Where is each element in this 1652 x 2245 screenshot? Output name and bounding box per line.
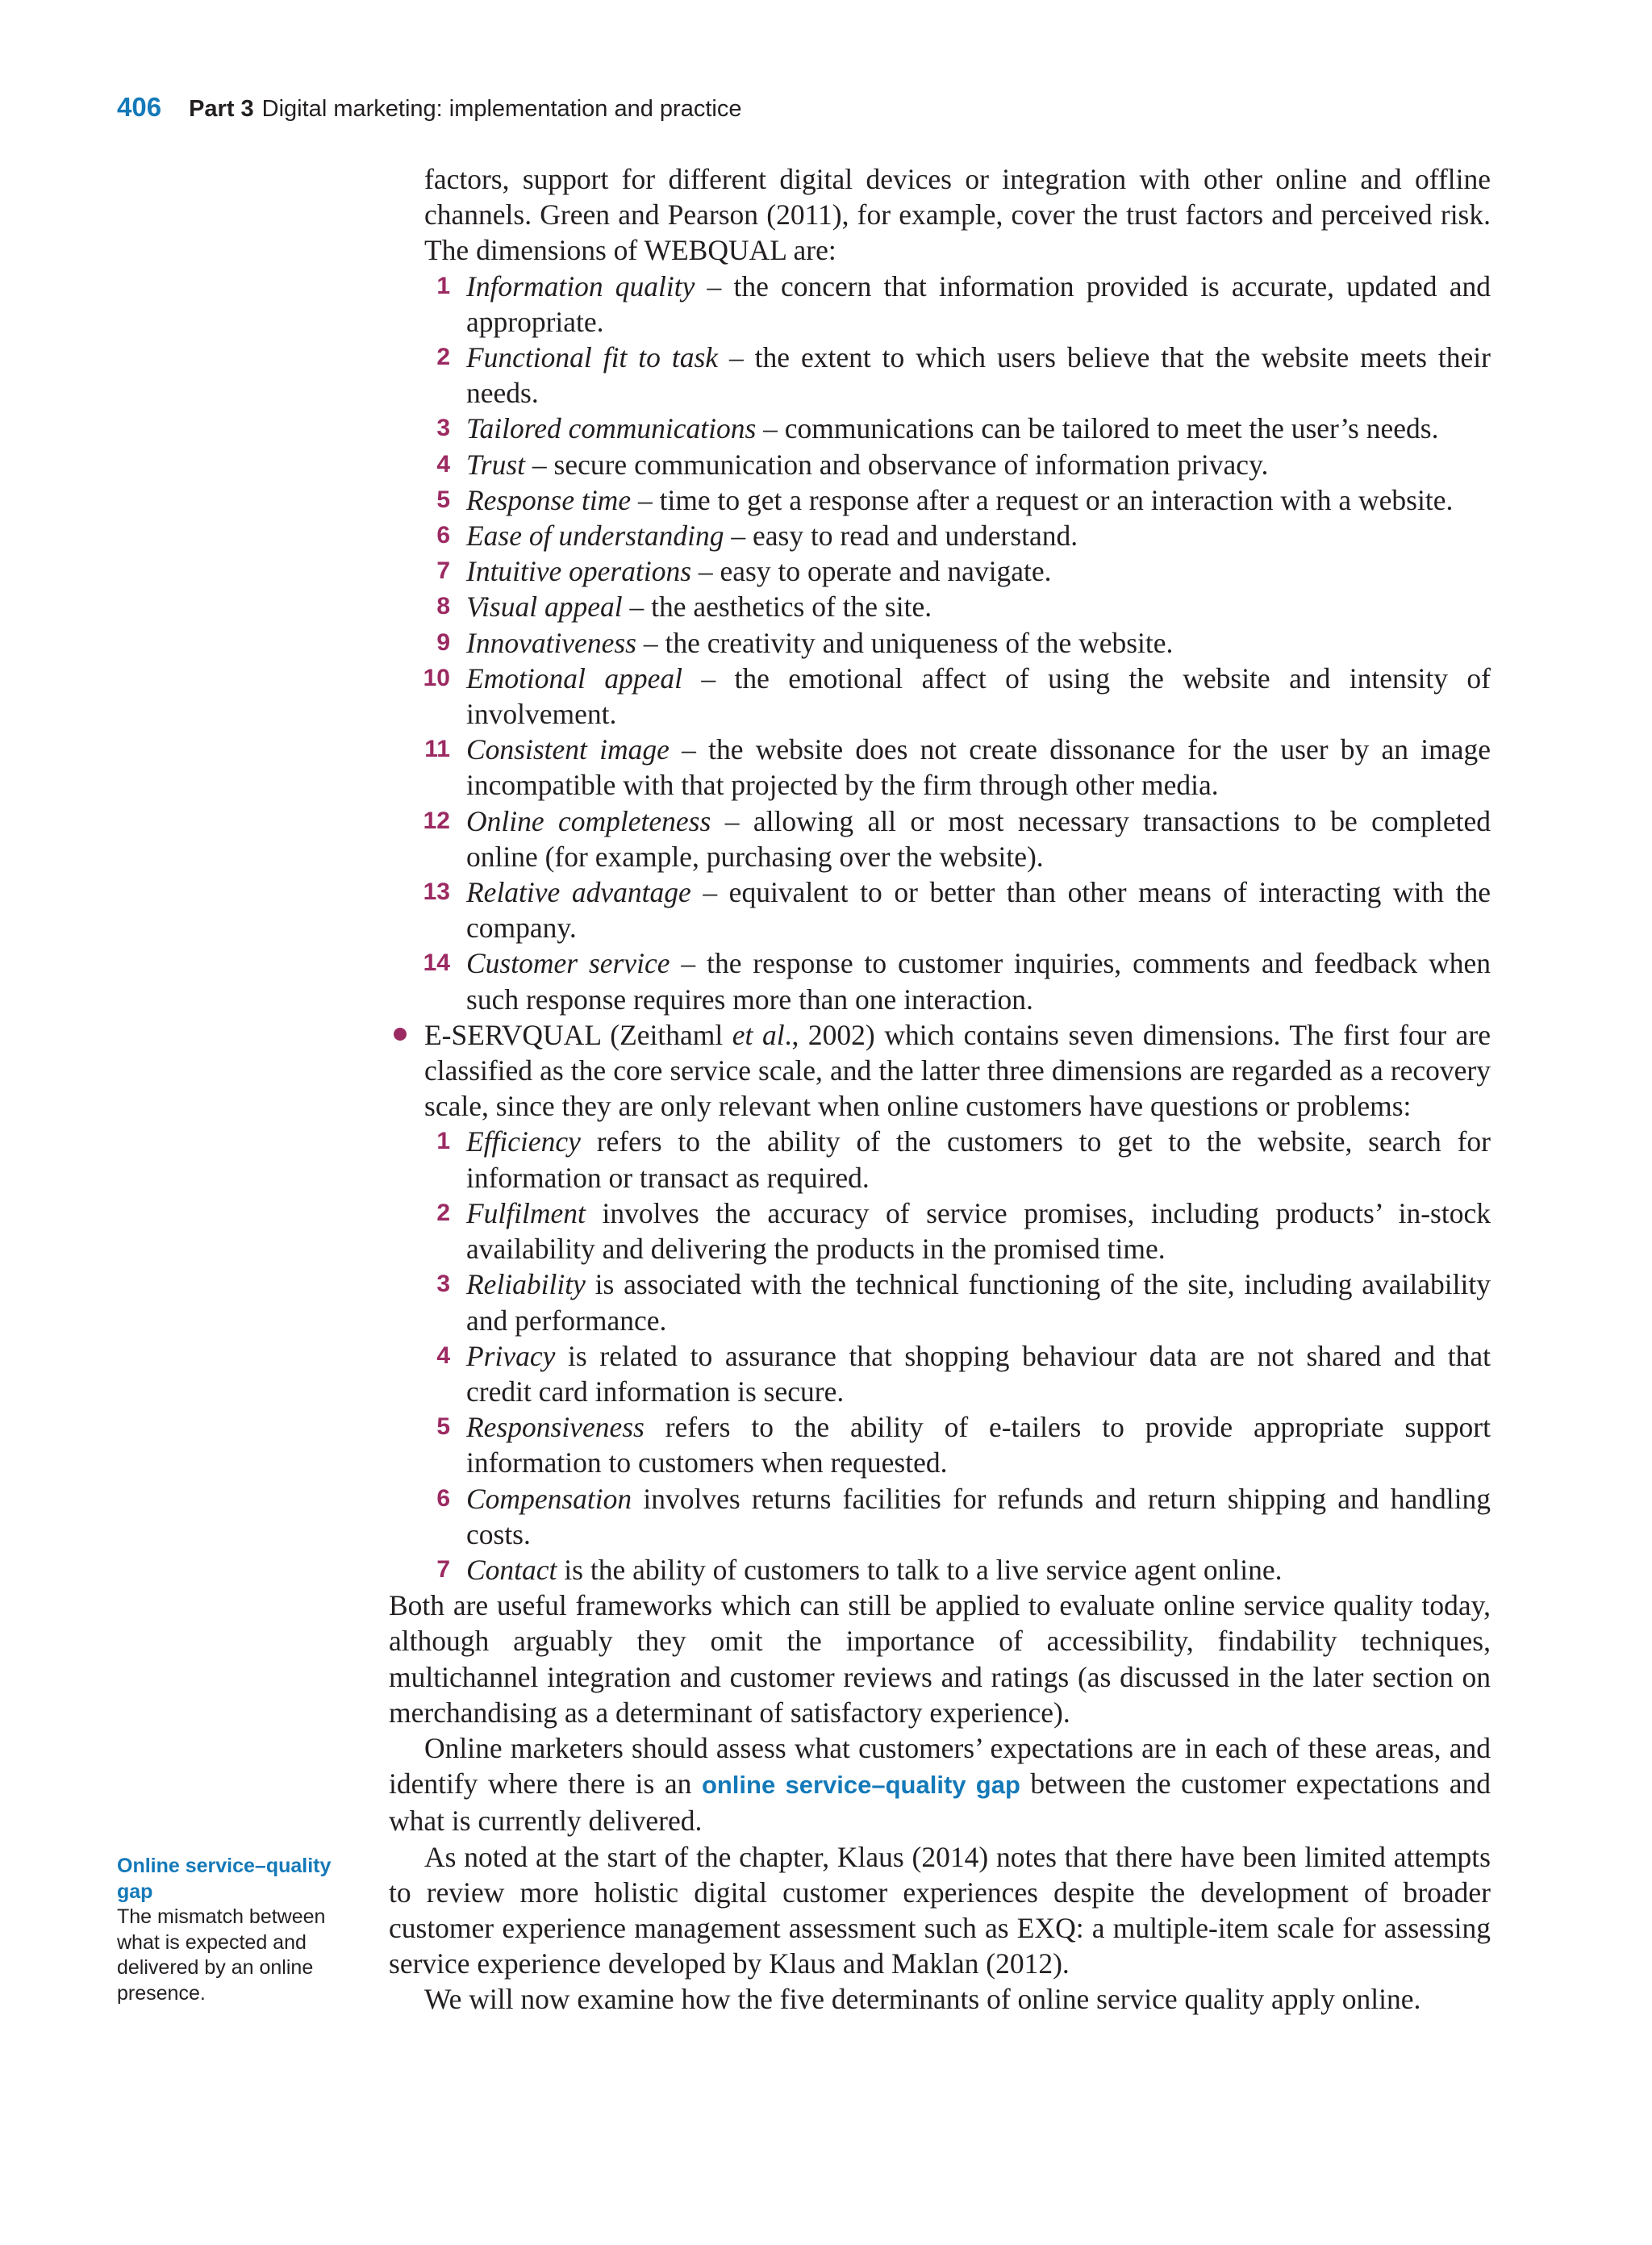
list-item bbox=[397, 1552, 1491, 1588]
glossary-definition: The mismatch between what is expected and delivered by an online presence. bbox=[117, 1905, 326, 2005]
list-item-term: Responsiveness bbox=[466, 1411, 645, 1444]
list-item-number: 9 bbox=[436, 628, 450, 656]
list-item-text: – easy to operate and navigate. bbox=[691, 555, 1052, 588]
list-item bbox=[389, 732, 1491, 803]
list-item-term: Trust bbox=[466, 448, 526, 481]
list-item-number: 5 bbox=[436, 486, 450, 513]
list-item-term: Emotional appeal bbox=[466, 661, 682, 695]
list-item-term: Fulfilment bbox=[466, 1196, 586, 1229]
list-item-text: – the emotional affect of using the website and intensity of involvement. bbox=[466, 661, 1491, 731]
keyterm-service-quality-gap: online service–quality gap bbox=[701, 1771, 1020, 1800]
list-item-number: 8 bbox=[436, 593, 450, 620]
list-item-text: is related to assurance that shopping behaviour data are not shared and that credit card information is secure. bbox=[466, 1339, 1491, 1408]
list-item-text: – communications can be tailored to meet the user’s needs. bbox=[756, 412, 1439, 445]
list-item-term: Visual appeal bbox=[466, 590, 623, 624]
list-item-number: 2 bbox=[436, 344, 450, 371]
eservqual-list bbox=[389, 1124, 1491, 1588]
list-item-number: 6 bbox=[436, 1484, 450, 1512]
paragraph-frameworks: Both are useful frameworks which can still be applied to evaluate online service quality today, although arguably they omit the importance of accessibility, findability techniques, multichannel integration and customer reviews and ratings (as discussed in the later section on merchandising as a determinant of satisfactory experience). bbox=[389, 1589, 1491, 1729]
list-item bbox=[397, 1124, 1491, 1195]
list-item-text: – easy to read and understand. bbox=[724, 520, 1078, 553]
list-item-number: 1 bbox=[436, 272, 450, 299]
main-text bbox=[389, 161, 1491, 2018]
list-item-number: 7 bbox=[436, 557, 450, 585]
eservqual-intro: E-SERVQUAL (Zeithaml et al., 2002) which contains seven dimensions. The first four are classified as the core service scale, and the latter three dimensions are regarded as a recovery scale, since they are only relevant when online customers have questions or problems: bbox=[424, 1018, 1491, 1123]
list-item-term: Contact bbox=[466, 1553, 557, 1586]
list-item-text: – the creativity and uniqueness of the website. bbox=[636, 626, 1174, 659]
margin-glossary-note bbox=[117, 1854, 359, 2006]
list-item-text: – the extent to which users believe that the website meets their needs. bbox=[466, 341, 1491, 410]
list-item-term: Reliability bbox=[466, 1268, 586, 1301]
list-item-number: 11 bbox=[424, 736, 450, 763]
list-item bbox=[389, 553, 1491, 589]
paragraph-service-gap: Online marketers should assess what customers’ expectations are in each of these areas, and identify where there is an online service–quality gap between the customer expectations and what is currently delivered. bbox=[389, 1731, 1491, 1838]
list-item-number: 1 bbox=[436, 1128, 450, 1155]
list-item bbox=[389, 340, 1491, 411]
list-item-term: Response time bbox=[466, 483, 632, 516]
list-item-text: – allowing all or most necessary transactions to be completed online (for example, purchasing over the website). bbox=[466, 804, 1491, 873]
list-item-number: 5 bbox=[436, 1413, 450, 1441]
list-item-number: 6 bbox=[436, 522, 450, 549]
list-item-text: – secure communication and observance of information privacy. bbox=[525, 448, 1269, 481]
list-item-text: refers to the ability of e-tailers to provide appropriate support information to customers when requested. bbox=[466, 1411, 1491, 1479]
list-item bbox=[389, 589, 1491, 624]
list-item-number: 14 bbox=[423, 949, 450, 977]
webqual-list bbox=[389, 269, 1491, 1017]
glossary-term: Online service–quality gap bbox=[117, 1855, 332, 1903]
list-item-text: – the response to customer inquiries, comments and feedback when such response requires more than one interaction. bbox=[466, 947, 1491, 1016]
list-item-number: 13 bbox=[423, 878, 450, 906]
intro-paragraph: factors, support for different digital devices or integration with other online and offline channels. Green and Pearson (2011), for example, cover the trust factors and perceived risk. The dimensions of WEBQUAL are: bbox=[424, 163, 1491, 267]
list-item-term: Information quality bbox=[466, 269, 695, 303]
list-item-text: involves returns facilities for refunds and return shipping and handling costs. bbox=[466, 1482, 1491, 1550]
list-item bbox=[389, 874, 1491, 945]
list-item-text: involves the accuracy of service promises, including products’ in-stock availability and delivering the products in the promised time. bbox=[466, 1196, 1491, 1266]
list-item bbox=[389, 482, 1491, 518]
list-item-term: Efficiency bbox=[466, 1125, 581, 1158]
list-item bbox=[397, 1266, 1491, 1337]
list-item-number: 3 bbox=[436, 1271, 450, 1298]
list-item bbox=[389, 661, 1491, 732]
part-title: Digital marketing: implementation and practice bbox=[261, 96, 742, 122]
list-item-text: – the website does not create dissonance for the user by an image incompatible with that projected by the firm through other media. bbox=[466, 733, 1491, 802]
part-label: Part 3 bbox=[189, 96, 254, 122]
list-item-number: 4 bbox=[436, 450, 450, 478]
list-item-term: Ease of understanding bbox=[466, 520, 724, 553]
list-item-term: Consistent image bbox=[466, 733, 670, 766]
list-item-term: Customer service bbox=[466, 947, 670, 980]
list-item-term: Innovativeness bbox=[466, 626, 636, 659]
list-item-number: 10 bbox=[423, 664, 450, 691]
list-item bbox=[397, 1409, 1491, 1480]
list-item-text: is the ability of customers to talk to a live service agent online. bbox=[557, 1553, 1283, 1586]
list-item bbox=[389, 447, 1491, 482]
running-header bbox=[117, 91, 741, 125]
list-item-term: Intuitive operations bbox=[466, 555, 692, 588]
list-item-text: – the aesthetics of the site. bbox=[622, 590, 932, 624]
page-number: 406 bbox=[117, 92, 162, 122]
list-item bbox=[389, 269, 1491, 340]
list-item bbox=[389, 411, 1491, 446]
paragraph-determinants: We will now examine how the five determinants of online service quality apply online. bbox=[424, 1983, 1421, 2016]
list-item-term: Functional fit to task bbox=[466, 341, 719, 374]
list-item bbox=[397, 1196, 1491, 1266]
eservqual-bullet bbox=[389, 1017, 1491, 1125]
list-item-term: Compensation bbox=[466, 1482, 632, 1515]
list-item-term: Online completeness bbox=[466, 804, 711, 837]
list-item-term: Relative advantage bbox=[466, 876, 691, 909]
list-item-term: Privacy bbox=[466, 1339, 556, 1372]
list-item-number: 4 bbox=[436, 1342, 450, 1369]
bullet-dot-icon bbox=[394, 1028, 407, 1041]
paragraph-klaus: As noted at the start of the chapter, Klaus (2014) notes that there have been limited attempts to review more holistic digital customer experiences despite the development of broader customer experience management assessment such as EXQ: a multiple-item scale for assessing service experience developed by Klaus and Maklan (2012). bbox=[389, 1840, 1491, 1980]
list-item-text: – equivalent to or better than other means of interacting with the company. bbox=[466, 876, 1491, 945]
list-item-text: refers to the ability of the customers to get to the website, search for information or transact as required. bbox=[466, 1125, 1491, 1194]
list-item-text: – the concern that information provided is accurate, updated and appropriate. bbox=[466, 269, 1491, 338]
list-item-term: Tailored communications bbox=[466, 412, 757, 445]
list-item-number: 2 bbox=[436, 1199, 450, 1226]
list-item bbox=[397, 1481, 1491, 1552]
list-item bbox=[389, 518, 1491, 553]
list-item bbox=[389, 625, 1491, 661]
list-item-number: 3 bbox=[436, 415, 450, 442]
list-item-number: 7 bbox=[436, 1555, 450, 1583]
list-item-text: is associated with the technical functioning of the site, including availability and performance. bbox=[466, 1268, 1491, 1337]
list-item-number: 12 bbox=[423, 807, 450, 834]
list-item bbox=[397, 1338, 1491, 1409]
list-item bbox=[389, 803, 1491, 874]
list-item-text: – time to get a response after a request or an interaction with a website. bbox=[631, 483, 1454, 516]
list-item bbox=[389, 945, 1491, 1016]
